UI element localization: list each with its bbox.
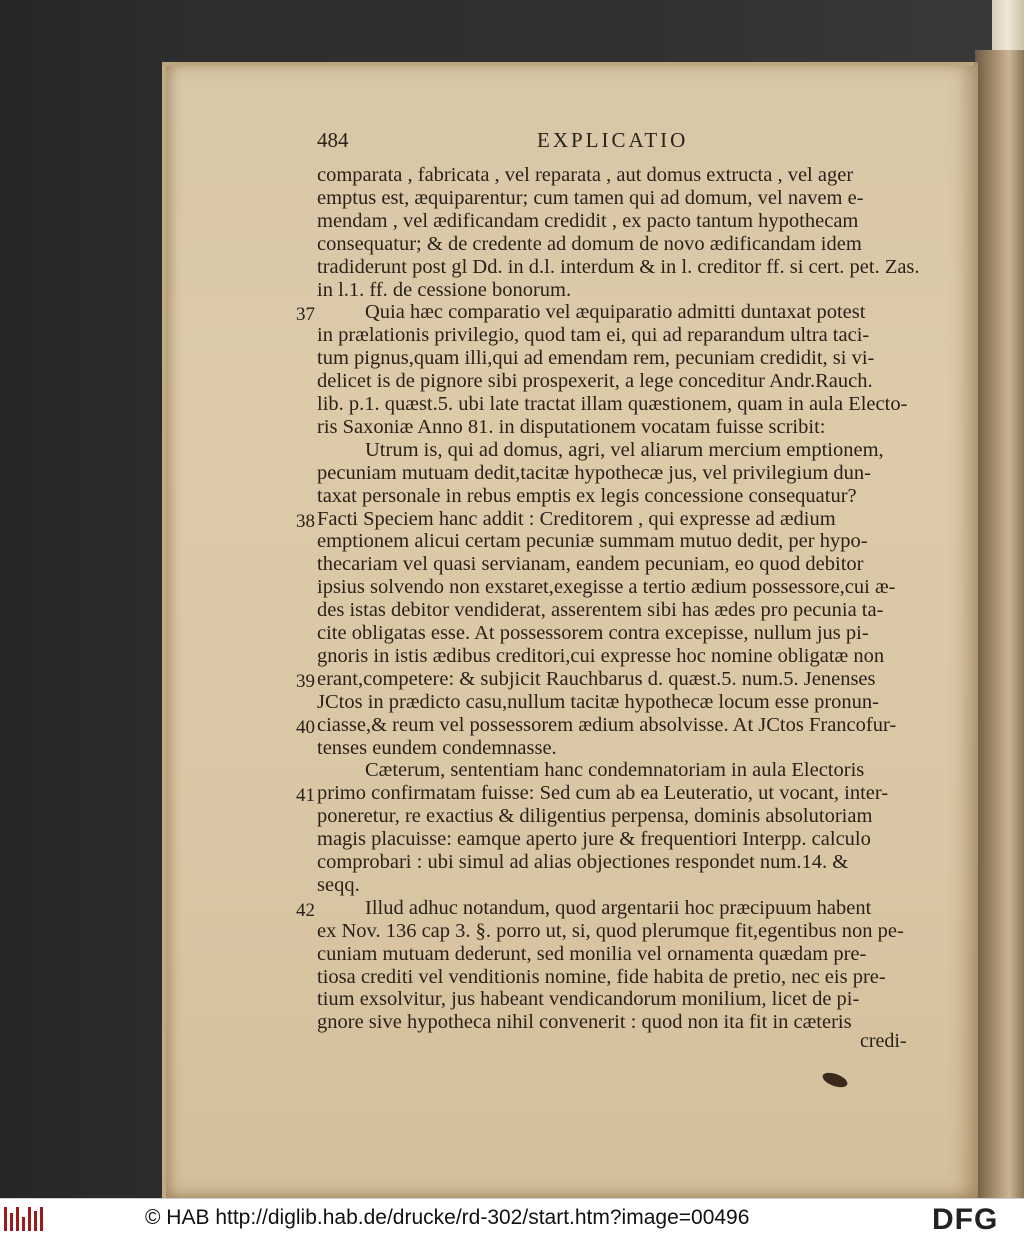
text-line: Cæterum, sententiam hanc condemnatoriam in aula Electoris bbox=[365, 759, 865, 782]
text-line: pecuniam mutuam dedit,tacitæ hypothecæ jus, vel privilegium dun- bbox=[317, 461, 871, 484]
text-line: comprobari : ubi simul ad alias objectiones respondet num.14. & bbox=[317, 851, 849, 873]
text-line: ciasse,& reum vel possessorem ædium absolvisse. At JCtos Francofur- bbox=[317, 713, 897, 736]
text-line: comparata , fabricata , vel reparata , aut domus extructa , vel ager bbox=[317, 164, 854, 186]
text-line: Illud adhuc notandum, quod argentarii hoc præcipuum habent bbox=[365, 896, 872, 919]
text-line: ex Nov. 136 cap 3. §. porro ut, si, quod plerumque fit,egentibus non pe- bbox=[317, 919, 904, 942]
text-line: in l.1. ff. de cessione bonorum. bbox=[317, 278, 572, 301]
page-top-edge bbox=[162, 62, 974, 66]
margin-number: 40 bbox=[296, 716, 315, 738]
page-header bbox=[317, 128, 917, 162]
text-line: cuniam mutuam dederunt, sed monilia vel ornamenta quædam pre- bbox=[317, 942, 867, 965]
text-line: seqq. bbox=[317, 873, 360, 896]
hab-logo-icon bbox=[4, 1207, 48, 1231]
text-line: Quia hæc comparatio vel æquiparatio admitti duntaxat potest bbox=[365, 301, 866, 324]
book-spine bbox=[975, 50, 1024, 1198]
text-line: lib. p.1. quæst.5. ubi late tractat illam quæstionem, quam in aula Electo- bbox=[317, 393, 908, 415]
text-line: tenses eundem condemnasse. bbox=[317, 736, 557, 759]
text-line: taxat personale in rebus emptis ex legis concessione consequatur? bbox=[317, 484, 857, 507]
footer-credit-link[interactable]: © HAB http://diglib.hab.de/drucke/rd-302/start.htm?image=00496 bbox=[145, 1206, 750, 1229]
catchword: credi- bbox=[860, 1030, 907, 1052]
text-line: ris Saxoniæ Anno 81. in disputationem vocatam fuisse scribit: bbox=[317, 415, 826, 438]
text-line: primo confirmatam fuisse: Sed cum ab ea Leuteratio, ut vocant, inter- bbox=[317, 782, 889, 805]
text-line: cite obligatas esse. At possessorem contra excepisse, nullum jus pi- bbox=[317, 622, 869, 644]
dfg-logo: DFG bbox=[932, 1203, 999, 1236]
text-line: Utrum is, qui ad domus, agri, vel aliarum mercium emptionem, bbox=[365, 438, 884, 461]
text-line: ipsius solvendo non exstaret,exegisse a tertio ædium possessore,cui æ- bbox=[317, 576, 896, 599]
margin-number: 39 bbox=[296, 670, 315, 692]
text-line: mendam , vel ædificandam credidit , ex pacto tantum hypothecam bbox=[317, 209, 859, 232]
text-line: tum pignus,quam illi,qui ad emendam rem, pecuniam credidit, si vi- bbox=[317, 347, 875, 370]
margin-number: 42 bbox=[296, 899, 315, 921]
text-line: gnoris in istis ædibus creditori,cui expresse hoc nomine obligatæ non bbox=[317, 644, 885, 667]
text-line: des istas debitor vendiderat, asserentem sibi has ædes pro pecunia ta- bbox=[317, 599, 884, 622]
text-line: gnore sive hypotheca nihil convenerit : quod non ita fit in cæteris bbox=[317, 1011, 852, 1034]
text-line: tium exsolvitur, jus habeant vendicandorum monilium, licet de pi- bbox=[317, 988, 860, 1011]
margin-number: 41 bbox=[296, 785, 315, 807]
text-line: erant,competere: & subjicit Rauchbarus d. quæst.5. num.5. Jenenses bbox=[317, 667, 876, 690]
margin-number: 38 bbox=[296, 510, 315, 532]
text-line: poneretur, re exactius & diligentius perpensa, dominis absolutoriam bbox=[317, 805, 873, 828]
text-line: tradiderunt post gl Dd. in d.l. interdum & in l. creditor ff. si cert. pet. Zas. bbox=[317, 255, 920, 278]
running-title: EXPLICATIO bbox=[537, 128, 689, 152]
text-line: tiosa crediti vel venditionis nomine, fide habita de pretio, nec eis pre- bbox=[317, 965, 886, 988]
text-line: emptus est, æquiparentur; cum tamen qui ad domum, vel navem e- bbox=[317, 186, 864, 209]
text-line: delicet is de pignore sibi prospexerit, a lege conceditur Andr.Rauch. bbox=[317, 370, 873, 393]
text-line: magis placuisse: eamque aperto jure & frequentiori Interpp. calculo bbox=[317, 828, 871, 851]
text-line: JCtos in prædicto casu,nullum tacitæ hypothecæ locum esse pronun- bbox=[317, 690, 879, 713]
viewer-footer bbox=[0, 1198, 1024, 1239]
text-line: in prælationis privilegio, quod tam ei, qui ad reparandum ultra taci- bbox=[317, 324, 870, 347]
margin-number: 37 bbox=[296, 304, 315, 326]
page-number: 484 bbox=[317, 128, 349, 152]
text-line: emptionem alicui certam pecuniæ summam mutuo dedit, per hypo- bbox=[317, 530, 868, 553]
text-line: consequatur; & de credente ad domum de novo ædificandam idem bbox=[317, 232, 862, 255]
text-line: Facti Speciem hanc addit : Creditorem , qui expresse ad ædium bbox=[317, 507, 836, 530]
text-line: thecariam vel quasi servianam, eandem pecuniam, eo quod debitor bbox=[317, 553, 864, 576]
